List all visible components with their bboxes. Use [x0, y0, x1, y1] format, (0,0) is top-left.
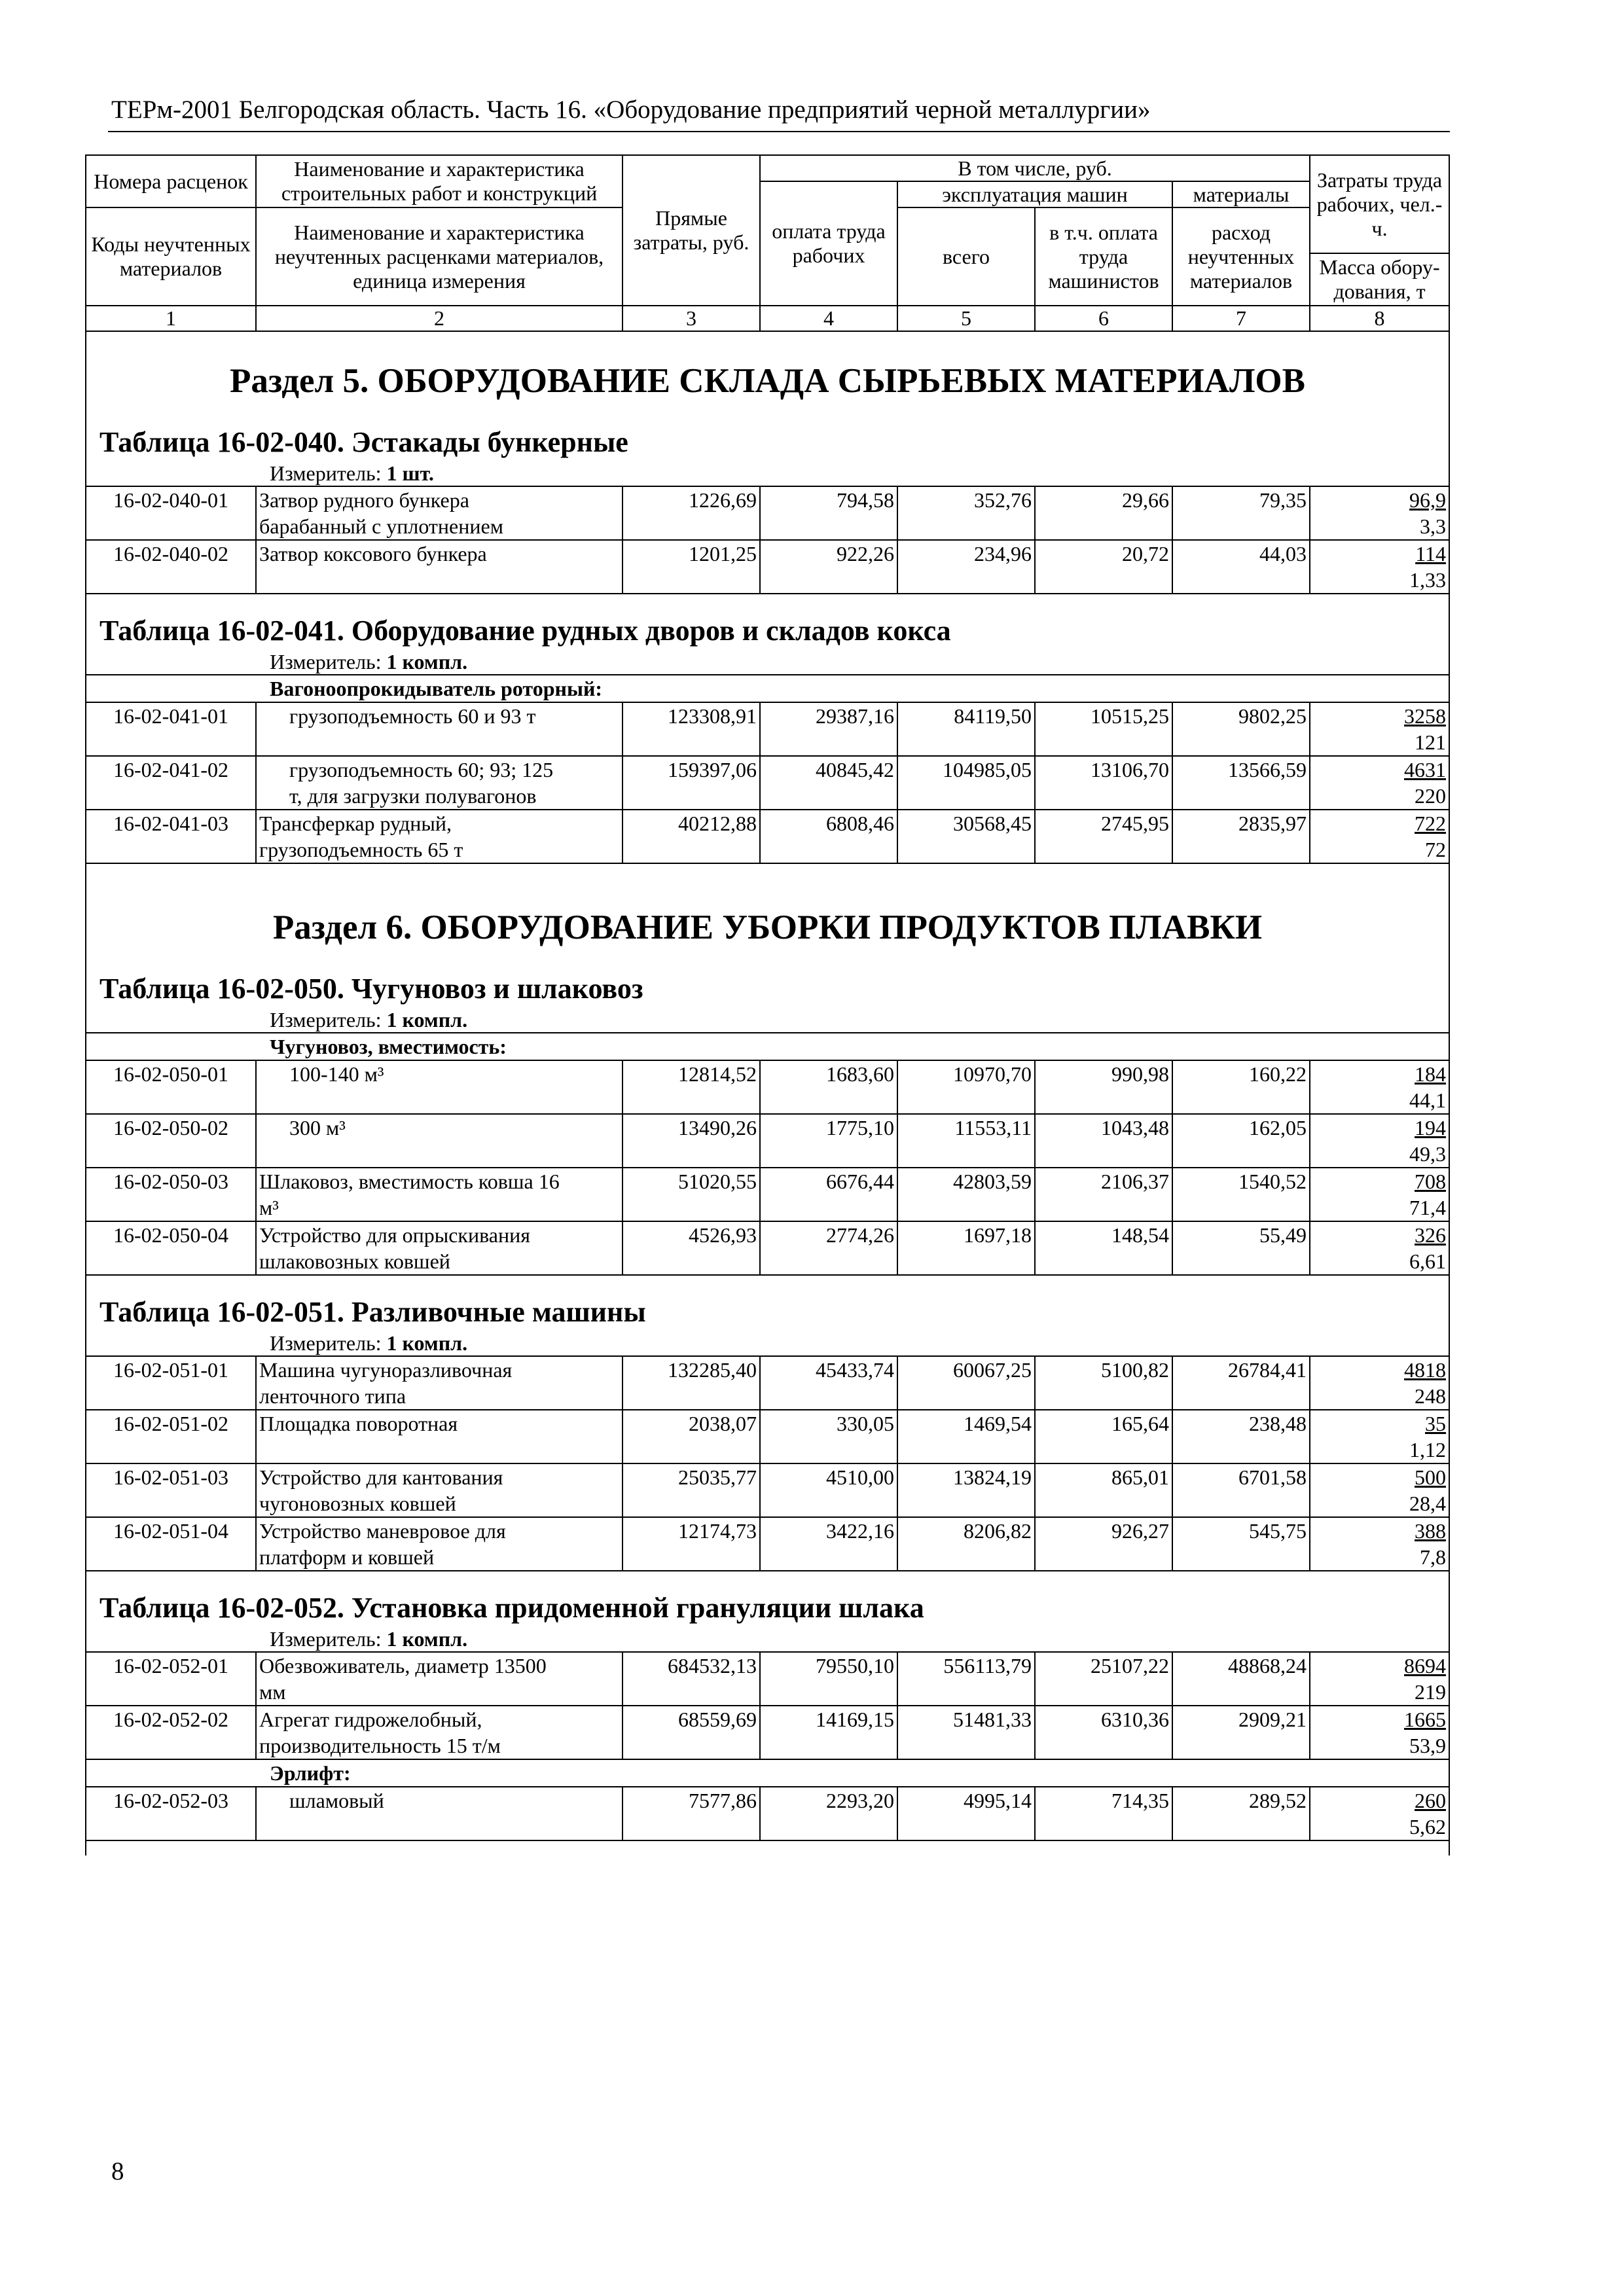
work-name: 300 м³ — [256, 1114, 623, 1168]
table-spacer — [86, 1840, 1449, 1856]
machines-total: 8206,82 — [897, 1517, 1035, 1571]
col-machines-header: эксплуатация машин — [897, 181, 1172, 207]
operators-pay: 25107,22 — [1035, 1652, 1172, 1706]
measure-value: 1 компл. — [386, 650, 468, 673]
table-row — [86, 486, 1449, 540]
labor-pay: 6808,46 — [760, 810, 897, 863]
machines-total: 234,96 — [897, 540, 1035, 594]
rate-code: 16-02-041-02 — [86, 756, 256, 810]
direct-costs: 4526,93 — [623, 1221, 760, 1275]
spacer-cell — [86, 1840, 1449, 1856]
col-materials-usage-header: расход неучтенных материалов — [1172, 207, 1310, 306]
column-number: 2 — [256, 306, 623, 331]
machines-total: 51481,33 — [897, 1706, 1035, 1759]
rate-code: 16-02-051-04 — [86, 1517, 256, 1571]
labor-pay: 1683,60 — [760, 1060, 897, 1114]
operators-pay: 5100,82 — [1035, 1356, 1172, 1410]
spacer-cell — [86, 863, 1449, 878]
machines-total: 556113,79 — [897, 1652, 1035, 1706]
labor-hours: 260 — [1415, 1789, 1447, 1812]
work-name: Затвор рудного бункера барабанный с уплотнением — [256, 486, 623, 540]
equipment-mass: 49,3 — [1409, 1142, 1447, 1166]
group-header-row — [86, 675, 1449, 702]
labor-pay: 40845,42 — [760, 756, 897, 810]
equipment-mass: 28,4 — [1409, 1492, 1447, 1515]
table-body — [86, 331, 1449, 1856]
equipment-mass: 7,8 — [1420, 1545, 1447, 1569]
measure-row — [86, 1331, 1449, 1356]
materials-cost: 289,52 — [1172, 1787, 1310, 1840]
work-name: Затвор коксового бункера — [256, 540, 623, 594]
table-row — [86, 1221, 1449, 1275]
column-number: 1 — [86, 306, 256, 331]
work-name: грузоподъемность 60 и 93 т — [256, 702, 623, 756]
equipment-mass: 6,61 — [1409, 1249, 1447, 1273]
table-title-row — [86, 1290, 1449, 1331]
machines-total: 104985,05 — [897, 756, 1035, 810]
labor-hours-mass — [1310, 1787, 1449, 1840]
table-title: Таблица 16-02-040. Эстакады бункерные — [86, 420, 1449, 461]
work-name: Устройство для кантования чугоновозных ковшей — [256, 1463, 623, 1517]
table-title: Таблица 16-02-050. Чугуновоз и шлаковоз — [86, 967, 1449, 1007]
labor-pay: 330,05 — [760, 1410, 897, 1463]
direct-costs: 684532,13 — [623, 1652, 760, 1706]
machines-total: 84119,50 — [897, 702, 1035, 756]
materials-cost: 2835,97 — [1172, 810, 1310, 863]
table-title: Таблица 16-02-051. Разливочные машины — [86, 1290, 1449, 1331]
work-name: Площадка поворотная — [256, 1410, 623, 1463]
materials-cost: 160,22 — [1172, 1060, 1310, 1114]
labor-hours: 184 — [1415, 1062, 1447, 1086]
equipment-mass: 5,62 — [1409, 1815, 1447, 1839]
group-label: Эрлифт: — [86, 1759, 1449, 1787]
work-name: Агрегат гидрожелобный, производительность 15 т/м — [256, 1706, 623, 1759]
labor-hours: 4631 — [1404, 758, 1447, 781]
equipment-mass: 53,9 — [1409, 1734, 1447, 1757]
labor-pay: 29387,16 — [760, 702, 897, 756]
column-number: 4 — [760, 306, 897, 331]
operators-pay: 990,98 — [1035, 1060, 1172, 1114]
equipment-mass: 72 — [1425, 838, 1447, 861]
table-row — [86, 756, 1449, 810]
column-number: 8 — [1310, 306, 1449, 331]
operators-pay: 10515,25 — [1035, 702, 1172, 756]
section-title-row — [86, 878, 1449, 967]
equipment-mass: 219 — [1415, 1680, 1447, 1704]
labor-hours-mass — [1310, 1060, 1449, 1114]
measure-value: 1 шт. — [386, 461, 434, 485]
equipment-mass: 44,1 — [1409, 1088, 1447, 1112]
direct-costs: 13490,26 — [623, 1114, 760, 1168]
labor-pay: 922,26 — [760, 540, 897, 594]
table-row — [86, 1168, 1449, 1221]
group-label: Чугуновоз, вместимость: — [86, 1033, 1449, 1060]
work-name: Трансферкар рудный, грузоподъемность 65 т — [256, 810, 623, 863]
operators-pay: 2745,95 — [1035, 810, 1172, 863]
operators-pay: 6310,36 — [1035, 1706, 1172, 1759]
labor-hours: 708 — [1415, 1170, 1447, 1193]
labor-hours: 722 — [1415, 812, 1447, 835]
labor-hours: 8694 — [1404, 1654, 1447, 1677]
machines-total: 1697,18 — [897, 1221, 1035, 1275]
section-title: Раздел 5. ОБОРУДОВАНИЕ СКЛАДА СЫРЬЕВЫХ МАТЕРИАЛОВ — [86, 331, 1449, 420]
direct-costs: 2038,07 — [623, 1410, 760, 1463]
materials-cost: 55,49 — [1172, 1221, 1310, 1275]
direct-costs: 51020,55 — [623, 1168, 760, 1221]
table-spacer — [86, 863, 1449, 878]
labor-hours: 35 — [1425, 1412, 1447, 1435]
work-name: 100-140 м³ — [256, 1060, 623, 1114]
rate-code: 16-02-051-02 — [86, 1410, 256, 1463]
labor-hours: 388 — [1415, 1519, 1447, 1543]
labor-pay: 3422,16 — [760, 1517, 897, 1571]
materials-cost: 545,75 — [1172, 1517, 1310, 1571]
labor-hours: 1665 — [1404, 1708, 1447, 1731]
group-header-row — [86, 1033, 1449, 1060]
equipment-mass: 1,12 — [1409, 1438, 1447, 1462]
materials-cost: 79,35 — [1172, 486, 1310, 540]
operators-pay: 1043,48 — [1035, 1114, 1172, 1168]
materials-cost: 1540,52 — [1172, 1168, 1310, 1221]
rate-code: 16-02-040-01 — [86, 486, 256, 540]
table-row — [86, 1706, 1449, 1759]
rate-code: 16-02-052-01 — [86, 1652, 256, 1706]
measure-cell — [86, 461, 1449, 486]
labor-pay: 1775,10 — [760, 1114, 897, 1168]
labor-hours-mass — [1310, 810, 1449, 863]
operators-pay: 29,66 — [1035, 486, 1172, 540]
labor-hours-mass — [1310, 1221, 1449, 1275]
rates-table — [85, 154, 1450, 1856]
labor-hours-mass — [1310, 486, 1449, 540]
measure-label: Измеритель: — [270, 650, 382, 673]
measure-value: 1 компл. — [386, 1627, 468, 1651]
rate-code: 16-02-052-02 — [86, 1706, 256, 1759]
col-labor-hours-header: Затраты труда рабочих, чел.-ч. — [1310, 155, 1449, 253]
labor-hours: 194 — [1415, 1116, 1447, 1139]
labor-hours-mass — [1310, 1706, 1449, 1759]
header-rule — [108, 131, 1450, 132]
operators-pay: 865,01 — [1035, 1463, 1172, 1517]
labor-hours-mass — [1310, 1652, 1449, 1706]
measure-label: Измеритель: — [270, 1331, 382, 1355]
labor-hours: 114 — [1415, 542, 1447, 565]
measure-row — [86, 1626, 1449, 1652]
table-row — [86, 1463, 1449, 1517]
rate-code: 16-02-050-01 — [86, 1060, 256, 1114]
labor-hours: 4818 — [1404, 1358, 1447, 1382]
table-row — [86, 540, 1449, 594]
labor-hours-mass — [1310, 1410, 1449, 1463]
group-header-row — [86, 1759, 1449, 1787]
table-row — [86, 810, 1449, 863]
direct-costs: 40212,88 — [623, 810, 760, 863]
table-row — [86, 1652, 1449, 1706]
direct-costs: 132285,40 — [623, 1356, 760, 1410]
measure-row — [86, 461, 1449, 486]
materials-cost: 48868,24 — [1172, 1652, 1310, 1706]
operators-pay: 20,72 — [1035, 540, 1172, 594]
labor-hours: 96,9 — [1409, 488, 1447, 512]
labor-pay: 2293,20 — [760, 1787, 897, 1840]
table-title-row — [86, 420, 1449, 461]
table-title-row — [86, 1586, 1449, 1626]
direct-costs: 1226,69 — [623, 486, 760, 540]
table-spacer — [86, 1275, 1449, 1290]
work-name: Устройство маневровое для платформ и ковшей — [256, 1517, 623, 1571]
direct-costs: 7577,86 — [623, 1787, 760, 1840]
materials-cost: 26784,41 — [1172, 1356, 1310, 1410]
measure-cell — [86, 1331, 1449, 1356]
spacer-cell — [86, 594, 1449, 609]
col-labor-pay-header: оплата труда рабочих — [760, 181, 897, 306]
labor-hours: 3258 — [1404, 704, 1447, 728]
column-number: 3 — [623, 306, 760, 331]
rate-code: 16-02-051-01 — [86, 1356, 256, 1410]
labor-hours: 500 — [1415, 1465, 1447, 1489]
measure-value: 1 компл. — [386, 1331, 468, 1355]
machines-total: 1469,54 — [897, 1410, 1035, 1463]
operators-pay: 148,54 — [1035, 1221, 1172, 1275]
labor-hours: 326 — [1415, 1223, 1447, 1247]
table-spacer — [86, 594, 1449, 609]
rate-code: 16-02-040-02 — [86, 540, 256, 594]
labor-pay: 2774,26 — [760, 1221, 897, 1275]
table-row — [86, 1114, 1449, 1168]
labor-hours-mass — [1310, 1114, 1449, 1168]
equipment-mass: 121 — [1415, 730, 1447, 754]
table-title-row — [86, 609, 1449, 649]
machines-total: 60067,25 — [897, 1356, 1035, 1410]
labor-hours-mass — [1310, 702, 1449, 756]
table-header — [86, 155, 1449, 331]
table-row — [86, 1787, 1449, 1840]
materials-cost: 44,03 — [1172, 540, 1310, 594]
operators-pay: 926,27 — [1035, 1517, 1172, 1571]
equipment-mass: 248 — [1415, 1384, 1447, 1408]
labor-hours-mass — [1310, 1356, 1449, 1410]
group-label: Вагоноопрокидыватель роторный: — [86, 675, 1449, 702]
machines-total: 4995,14 — [897, 1787, 1035, 1840]
materials-cost: 238,48 — [1172, 1410, 1310, 1463]
direct-costs: 159397,06 — [623, 756, 760, 810]
page-header: ТЕРм-2001 Белгородская область. Часть 16. «Оборудование предприятий черной металлургии» — [111, 96, 1151, 124]
col-equipment-mass-header: Масса обору-дования, т — [1310, 253, 1449, 306]
table-title-row — [86, 967, 1449, 1007]
measure-cell — [86, 1007, 1449, 1033]
column-number: 7 — [1172, 306, 1310, 331]
col-direct-costs-header: Прямые затраты, руб. — [623, 155, 760, 306]
equipment-mass: 1,33 — [1409, 568, 1447, 592]
table-row — [86, 1356, 1449, 1410]
direct-costs: 68559,69 — [623, 1706, 760, 1759]
col-material-codes-header: Коды неучтенных материалов — [86, 207, 256, 306]
col-materials-name-header: Наименование и характеристика неучтенных расценками материалов, единица измерения — [256, 207, 623, 306]
direct-costs: 25035,77 — [623, 1463, 760, 1517]
col-machines-total-header: всего — [897, 207, 1035, 306]
work-name: грузоподъемность 60; 93; 125 т, для загрузки полувагонов — [256, 756, 623, 810]
section-title: Раздел 6. ОБОРУДОВАНИЕ УБОРКИ ПРОДУКТОВ ПЛАВКИ — [86, 878, 1449, 967]
work-name: шламовый — [256, 1787, 623, 1840]
measure-cell — [86, 1626, 1449, 1652]
equipment-mass: 3,3 — [1420, 514, 1447, 538]
spacer-cell — [86, 1571, 1449, 1586]
equipment-mass: 220 — [1415, 784, 1447, 808]
measure-row — [86, 1007, 1449, 1033]
rate-code: 16-02-050-03 — [86, 1168, 256, 1221]
labor-pay: 4510,00 — [760, 1463, 897, 1517]
measure-label: Измеритель: — [270, 1008, 382, 1031]
direct-costs: 12174,73 — [623, 1517, 760, 1571]
table-row — [86, 1410, 1449, 1463]
labor-hours-mass — [1310, 540, 1449, 594]
operators-pay: 165,64 — [1035, 1410, 1172, 1463]
column-number: 6 — [1035, 306, 1172, 331]
materials-cost: 9802,25 — [1172, 702, 1310, 756]
machines-total: 42803,59 — [897, 1168, 1035, 1221]
machines-total: 11553,11 — [897, 1114, 1035, 1168]
labor-hours-mass — [1310, 1168, 1449, 1221]
labor-pay: 79550,10 — [760, 1652, 897, 1706]
materials-cost: 162,05 — [1172, 1114, 1310, 1168]
table-row — [86, 1517, 1449, 1571]
measure-label: Измеритель: — [270, 1627, 382, 1651]
labor-pay: 45433,74 — [760, 1356, 897, 1410]
machines-total: 10970,70 — [897, 1060, 1035, 1114]
direct-costs: 123308,91 — [623, 702, 760, 756]
operators-pay: 13106,70 — [1035, 756, 1172, 810]
labor-pay: 794,58 — [760, 486, 897, 540]
materials-cost: 13566,59 — [1172, 756, 1310, 810]
machines-total: 30568,45 — [897, 810, 1035, 863]
work-name: Обезвоживатель, диаметр 13500 мм — [256, 1652, 623, 1706]
table-row — [86, 1060, 1449, 1114]
work-name: Шлаковоз, вместимость ковша 16 м³ — [256, 1168, 623, 1221]
table-spacer — [86, 1571, 1449, 1586]
table-title: Таблица 16-02-052. Установка придоменной грануляции шлака — [86, 1586, 1449, 1626]
rate-code: 16-02-041-01 — [86, 702, 256, 756]
labor-pay: 14169,15 — [760, 1706, 897, 1759]
col-operators-pay-header: в т.ч. оплата труда машинистов — [1035, 207, 1172, 306]
measure-cell — [86, 649, 1449, 675]
direct-costs: 12814,52 — [623, 1060, 760, 1114]
operators-pay: 2106,37 — [1035, 1168, 1172, 1221]
materials-cost: 2909,21 — [1172, 1706, 1310, 1759]
section-title-row — [86, 331, 1449, 420]
labor-hours-mass — [1310, 1517, 1449, 1571]
rate-code: 16-02-051-03 — [86, 1463, 256, 1517]
col-including-header: В том числе, руб. — [760, 155, 1310, 181]
labor-pay: 6676,44 — [760, 1168, 897, 1221]
work-name: Машина чугуноразливочная ленточного типа — [256, 1356, 623, 1410]
labor-hours-mass — [1310, 1463, 1449, 1517]
machines-total: 352,76 — [897, 486, 1035, 540]
column-number: 5 — [897, 306, 1035, 331]
measure-row — [86, 649, 1449, 675]
direct-costs: 1201,25 — [623, 540, 760, 594]
table-title: Таблица 16-02-041. Оборудование рудных дворов и складов кокса — [86, 609, 1449, 649]
column-numbers-row — [86, 306, 1449, 331]
col-works-name-header: Наименование и характеристика строительных работ и конструкций — [256, 155, 623, 207]
measure-value: 1 компл. — [386, 1008, 468, 1031]
operators-pay: 714,35 — [1035, 1787, 1172, 1840]
rate-code: 16-02-050-02 — [86, 1114, 256, 1168]
machines-total: 13824,19 — [897, 1463, 1035, 1517]
measure-label: Измеритель: — [270, 461, 382, 485]
rate-code: 16-02-041-03 — [86, 810, 256, 863]
page-number: 8 — [111, 2157, 124, 2185]
spacer-cell — [86, 1275, 1449, 1290]
table-row — [86, 702, 1449, 756]
materials-cost: 6701,58 — [1172, 1463, 1310, 1517]
work-name: Устройство для опрыскивания шлаковозных ковшей — [256, 1221, 623, 1275]
rate-code: 16-02-050-04 — [86, 1221, 256, 1275]
labor-hours-mass — [1310, 756, 1449, 810]
equipment-mass: 71,4 — [1409, 1196, 1447, 1219]
col-rate-numbers-header: Номера расценок — [86, 155, 256, 207]
rate-code: 16-02-052-03 — [86, 1787, 256, 1840]
col-materials-header: материалы — [1172, 181, 1310, 207]
